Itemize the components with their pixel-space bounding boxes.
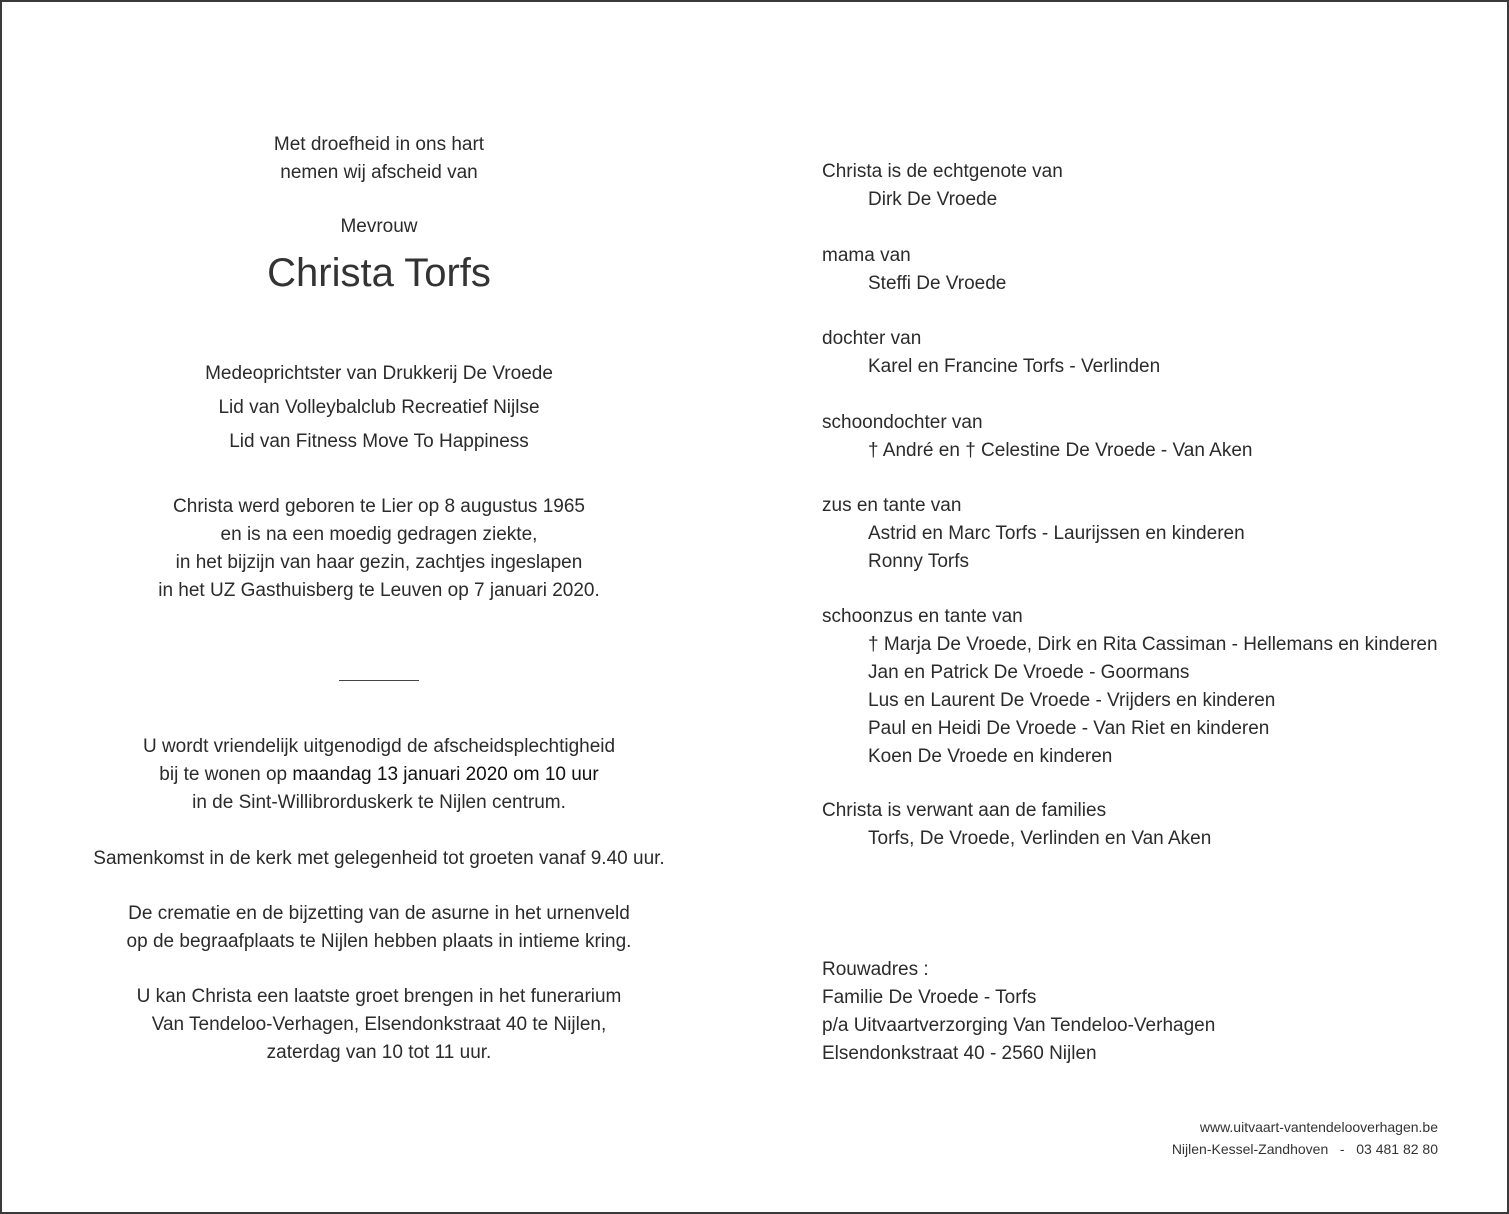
divider-line	[339, 680, 419, 681]
role-item: Lid van Volleybalclub Recreatief Nijlse	[218, 397, 540, 418]
gathering-text: Samenkomst in de kerk met gelegenheid tot groeten vanaf 9.40 uur.	[93, 848, 665, 869]
family-group-relatives: Christa is verwant aan de families Torfs, De Vroede, Verlinden en Van Aken	[822, 800, 1212, 849]
role-item: Lid van Fitness Move To Happiness	[229, 431, 529, 452]
roles-list	[62, 357, 696, 459]
birth-death-text: Christa werd geboren te Lier op 8 augustus 1965 en is na een moedig gedragen ziekte, in het bijzijn van haar gezin, zachtjes ingeslapen in het UZ Gasthuisberg te Leuven op 7 januari 2020.	[158, 496, 600, 601]
deceased-name: Christa Torfs	[267, 251, 491, 295]
ceremony-date: maandag 13 januari 2020 om 10 uur	[292, 764, 599, 785]
family-group-parents-in-law: schoondochter van † André en † Celestine De Vroede - Van Aken	[822, 412, 1253, 461]
family-group-siblings-in-law: schoonzus en tante van † Marja De Vroede, Dirk en Rita Cassiman - Hellemans en kinderen Jan en Patrick De Vroede - Goormans Lus en Laurent De Vroede - Vrijders en kinderen Paul en Heidi De Vroede - Van Riet en kinderen Koen De Vroede en kinderen	[822, 606, 1438, 767]
website-link[interactable]: www.uitvaart-vantendelooverhagen.be	[1199, 1119, 1438, 1135]
cremation-text: De crematie en de bijzetting van de asurne in het urnenveld op de begraafplaats te Nijlen hebben plaats in intieme kring.	[126, 903, 632, 952]
mourning-address: Rouwadres : Familie De Vroede - Torfs p/a Uitvaartverzorging Van Tendeloo-Verhagen Elsendonkstraat 40 - 2560 Nijlen	[822, 959, 1216, 1064]
family-group-spouse: Christa is de echtgenote van Dirk De Vroede	[822, 161, 1063, 210]
intro-text: Met droefheid in ons hart nemen wij afscheid van	[273, 134, 485, 183]
farewell-text: U kan Christa een laatste groet brengen in het funerarium Van Tendeloo-Verhagen, Elsendonkstraat 40 te Nijlen, zaterdag van 10 tot 11 uur.	[136, 986, 622, 1063]
invitation-text: U wordt vriendelijk uitgenodigd de afscheidsplechtigheid bij te wonen op maandag 13 januari 2020 om 10 uur in de Sint-Willibrorduskerk te Nijlen centrum.	[142, 736, 616, 813]
family-group-children: mama van Steffi De Vroede	[822, 245, 1007, 294]
family-group-siblings: zus en tante van Astrid en Marc Torfs - Laurijssen en kinderen Ronny Torfs	[822, 495, 1245, 572]
family-group-parents: dochter van Karel en Francine Torfs - Verlinden	[822, 328, 1161, 377]
phone-number: 03 481 82 80	[1356, 1141, 1438, 1157]
role-item: Medeoprichtster van Drukkerij De Vroede	[205, 363, 553, 384]
salutation: Mevrouw	[340, 216, 418, 237]
contact-line: Nijlen-Kessel-Zandhoven - 03 481 82 80	[1171, 1141, 1438, 1157]
funeral-home-footer	[1172, 1116, 1438, 1160]
